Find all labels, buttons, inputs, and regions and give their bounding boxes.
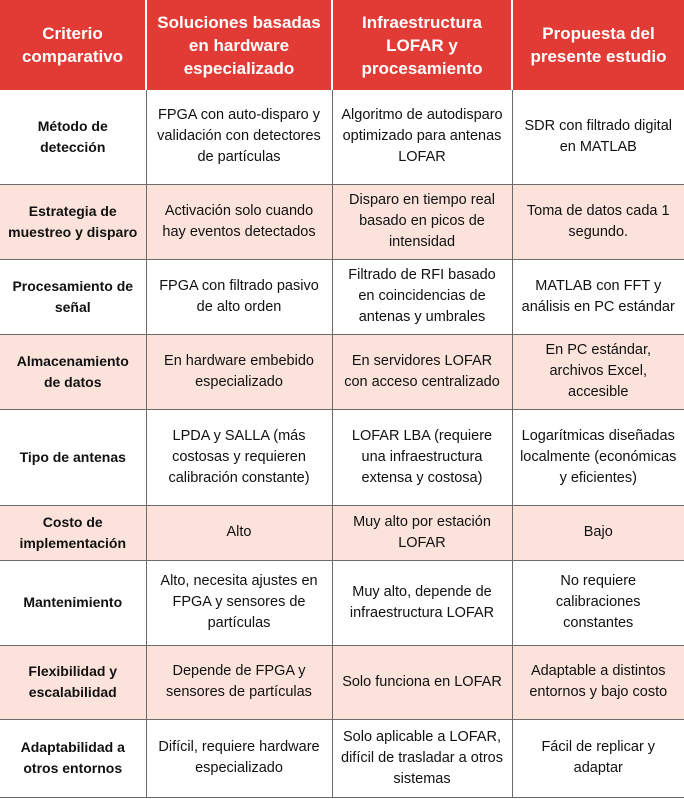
table-row xyxy=(0,334,684,409)
lofar-cell: Disparo en tiempo real basado en picos de intensidad xyxy=(332,184,512,259)
table-row xyxy=(0,719,684,797)
proposal-cell: Toma de datos cada 1 segundo. xyxy=(512,184,684,259)
criterion-cell: Método de detección xyxy=(0,90,146,184)
table-row xyxy=(0,560,684,645)
hardware-cell: Difícil, requiere hardware especializado xyxy=(146,719,332,797)
table-body xyxy=(0,90,684,797)
lofar-cell: LOFAR LBA (requiere una infraestructura extensa y costosa) xyxy=(332,409,512,505)
table-row xyxy=(0,409,684,505)
criterion-cell: Adaptabilidad a otros entornos xyxy=(0,719,146,797)
hardware-cell: Alto, necesita ajustes en FPGA y sensores de partículas xyxy=(146,560,332,645)
hardware-cell: LPDA y SALLA (más costosas y requieren calibración constante) xyxy=(146,409,332,505)
table-row xyxy=(0,90,684,184)
proposal-cell: Fácil de replicar y adaptar xyxy=(512,719,684,797)
proposal-cell: Adaptable a distintos entornos y bajo costo xyxy=(512,645,684,719)
hardware-cell: Activación solo cuando hay eventos detectados xyxy=(146,184,332,259)
table-row xyxy=(0,184,684,259)
header-lofar: Infraestructura LOFAR y procesamiento xyxy=(332,0,512,90)
criterion-cell: Mantenimiento xyxy=(0,560,146,645)
table-row xyxy=(0,505,684,560)
lofar-cell: Solo aplicable a LOFAR, difícil de trasladar a otros sistemas xyxy=(332,719,512,797)
proposal-cell: Bajo xyxy=(512,505,684,560)
criterion-cell: Flexibilidad y escalabilidad xyxy=(0,645,146,719)
table-row xyxy=(0,645,684,719)
lofar-cell: Muy alto por estación LOFAR xyxy=(332,505,512,560)
lofar-cell: Filtrado de RFI basado en coincidencias de antenas y umbrales xyxy=(332,259,512,334)
criterion-cell: Estrategia de muestreo y disparo xyxy=(0,184,146,259)
lofar-cell: En servidores LOFAR con acceso centralizado xyxy=(332,334,512,409)
hardware-cell: En hardware embebido especializado xyxy=(146,334,332,409)
header-hardware: Soluciones basadas en hardware especializado xyxy=(146,0,332,90)
criterion-cell: Procesamiento de señal xyxy=(0,259,146,334)
lofar-cell: Algoritmo de autodisparo optimizado para antenas LOFAR xyxy=(332,90,512,184)
proposal-cell: No requiere calibraciones constantes xyxy=(512,560,684,645)
lofar-cell: Muy alto, depende de infraestructura LOFAR xyxy=(332,560,512,645)
hardware-cell: FPGA con filtrado pasivo de alto orden xyxy=(146,259,332,334)
lofar-cell: Solo funciona en LOFAR xyxy=(332,645,512,719)
proposal-cell: SDR con filtrado digital en MATLAB xyxy=(512,90,684,184)
proposal-cell: MATLAB con FFT y análisis en PC estándar xyxy=(512,259,684,334)
proposal-cell: Logarítmicas diseñadas localmente (económicas y eficientes) xyxy=(512,409,684,505)
proposal-cell: En PC estándar, archivos Excel, accesible xyxy=(512,334,684,409)
table-row xyxy=(0,259,684,334)
criterion-cell: Tipo de antenas xyxy=(0,409,146,505)
hardware-cell: FPGA con auto-disparo y validación con detectores de partículas xyxy=(146,90,332,184)
header-criterio: Criterio comparativo xyxy=(0,0,146,90)
criterion-cell: Costo de implementación xyxy=(0,505,146,560)
hardware-cell: Alto xyxy=(146,505,332,560)
header-propuesta: Propuesta del presente estudio xyxy=(512,0,684,90)
hardware-cell: Depende de FPGA y sensores de partículas xyxy=(146,645,332,719)
table-header xyxy=(0,0,684,90)
criterion-cell: Almacenamiento de datos xyxy=(0,334,146,409)
